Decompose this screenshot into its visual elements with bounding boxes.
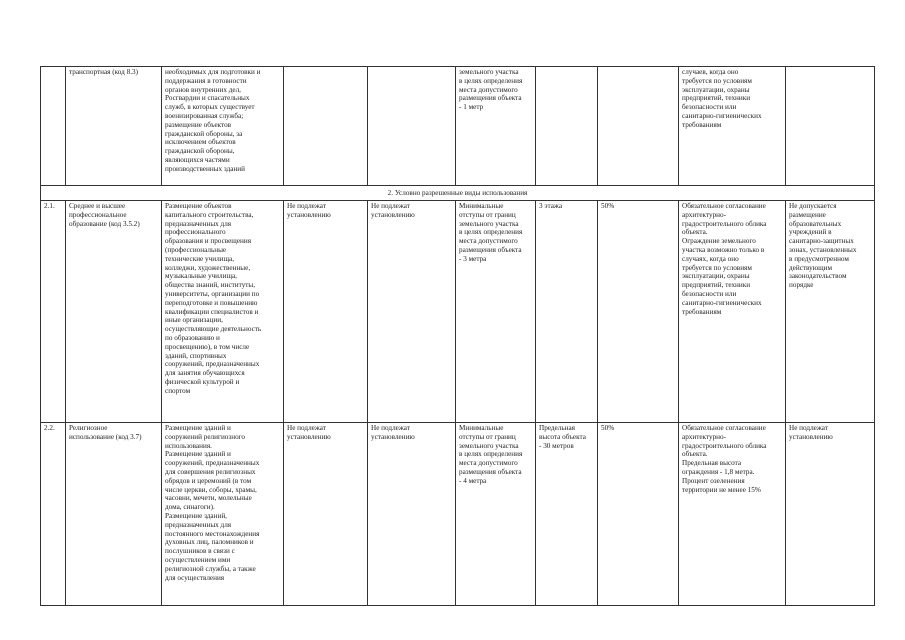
cell-text-line: размещения объекта: [459, 467, 522, 476]
cell-text-line: порядке: [789, 281, 814, 290]
cell-text-line: требованиям: [682, 307, 722, 316]
conditions-cell: [679, 423, 786, 606]
cell-text-line: профессиональное: [69, 210, 127, 219]
cell-text-line: по образованию и: [165, 333, 220, 342]
cell-text-line: производственных зданий: [165, 164, 245, 173]
use-description-cell: [162, 201, 284, 423]
use-name-cell: [66, 423, 162, 606]
cell-text-line: 50%: [601, 424, 615, 432]
floors-cell: [536, 423, 598, 606]
cell-text-line: общества знаний, институты,: [165, 281, 256, 290]
cell-text-line: постоянного местонахождения: [165, 529, 260, 538]
cell-text-line: учреждений в: [789, 228, 832, 237]
table-row: [41, 67, 875, 186]
cell-text-line: санитарно-гигиенических: [682, 111, 762, 120]
use-description-cell: [162, 67, 284, 186]
cell-text-line: места допустимого: [459, 237, 518, 246]
cell-text-line: Минимальные: [459, 202, 504, 210]
cell-text-line: требованиям: [682, 120, 722, 129]
cell-text-line: Не допускается: [789, 202, 837, 210]
regulations-table: [40, 66, 875, 606]
cell-text-line: - 3 метра: [459, 254, 487, 263]
cell-text-line: эксплуатации, охраны: [682, 272, 750, 281]
cell-text-line: обрядов и церемоний (в том: [165, 476, 252, 485]
restrictions-cell: [786, 67, 875, 186]
cell-text-line: капитального строительства,: [165, 210, 254, 219]
conditions-cell: [679, 201, 786, 423]
cell-text-line: предприятий, техники: [682, 281, 751, 290]
cell-text-line: безопасности или: [682, 103, 737, 112]
cell-text-line: колледжи, художественные,: [165, 263, 251, 272]
row-number-cell: 2.1.: [41, 201, 66, 423]
setback-cell: [456, 201, 536, 423]
cell-text-line: необходимых для подготовки и: [165, 68, 261, 76]
cell-text-line: места допустимого: [459, 85, 518, 94]
cell-text-line: гражданской обороны,: [165, 147, 235, 156]
cell-text-line: осуществлением ими: [165, 555, 231, 564]
cell-text-line: Не подлежат: [287, 424, 326, 432]
cell-text-line: высота объекта: [539, 432, 586, 441]
cell-text-line: места допустимого: [459, 459, 518, 468]
cell-text-line: Росгвардии и спасательных: [165, 94, 250, 103]
section-header-row: [41, 186, 875, 201]
cell-text-line: технические училища,: [165, 254, 235, 263]
cell-text-line: гражданской обороны, за: [165, 129, 243, 138]
cell-text-line: образование (код 3.5.2): [69, 219, 140, 228]
cell-text-line: санитарно-гигиенических: [682, 298, 762, 307]
coverage-cell: [598, 67, 679, 186]
cell-text-line: часовни, мечети, молельные: [165, 494, 252, 503]
cell-text-line: служб, в которых существует: [165, 103, 255, 112]
cell-text-line: ограждения - 1,8 метра.: [682, 467, 755, 476]
cell-text-line: военизированная служба;: [165, 111, 244, 120]
coverage-cell: [598, 423, 679, 606]
cell-text-line: размещение: [789, 210, 826, 219]
cell-text-line: участка возможно только в: [682, 245, 765, 254]
cell-text-line: безопасности или: [682, 289, 737, 298]
cell-text-line: религиозной службы, а также: [165, 564, 256, 573]
setback-cell: [456, 67, 536, 186]
cell-text-line: установлению: [371, 210, 415, 219]
cell-text-line: для осуществления: [165, 573, 225, 582]
cell-text-line: градостроительного облика: [682, 219, 767, 228]
cell-text-line: дома, синагоги).: [165, 503, 215, 512]
cell-text-line: в целях определения: [459, 228, 523, 237]
cell-text-line: градостроительного облика: [682, 441, 767, 450]
cell-text-line: Ограждение земельного: [682, 237, 756, 246]
table-row: [41, 423, 875, 606]
cell-text-line: размещения объекта: [459, 94, 522, 103]
cell-text-line: Размещение зданий и: [165, 450, 231, 459]
cell-text-line: эксплуатации, охраны: [682, 85, 750, 94]
cell-text-line: в целях определения: [459, 76, 523, 85]
cell-text-line: установлению: [287, 432, 331, 441]
use-description-cell: [162, 423, 284, 606]
cell-text-line: образования и просвещения: [165, 237, 252, 246]
cell-text-line: объекта.: [682, 450, 708, 459]
cell-text-line: - 1 метр: [459, 103, 484, 112]
cell-text-line: (профессиональные: [165, 245, 227, 254]
plot-area-cell: [284, 67, 368, 186]
floors-cell: [536, 67, 598, 186]
plot-size-cell: [368, 201, 456, 423]
cell-text-line: земельного участка: [459, 441, 519, 450]
cell-text-line: земельного участка: [459, 68, 519, 76]
cell-text-line: требуется по условиям: [682, 76, 752, 85]
cell-text-line: 50%: [601, 202, 615, 210]
cell-text-line: случаев, когда оно: [682, 68, 739, 76]
cell-text-line: осуществляющие деятельность: [165, 325, 262, 334]
cell-text-line: исключением объектов: [165, 138, 236, 147]
cell-text-line: земельного участка: [459, 219, 519, 228]
cell-text-line: размещение объектов: [165, 120, 232, 129]
row-number-cell: [41, 67, 66, 186]
table-row: [41, 201, 875, 423]
regulations-table-body: [41, 67, 875, 606]
cell-text-line: Обязательное согласование: [682, 202, 766, 210]
cell-text-line: иные организации,: [165, 316, 223, 325]
cell-text-line: для совершения религиозных: [165, 467, 256, 476]
cell-text-line: Предельная высота: [682, 459, 742, 468]
cell-text-line: профессионального: [165, 228, 226, 237]
cell-text-line: предназначенных для: [165, 219, 232, 228]
cell-text-line: сооружений, предназначенных: [165, 360, 260, 369]
cell-text-line: установлению: [371, 432, 415, 441]
cell-text-line: просвещению), в том числе: [165, 342, 250, 351]
cell-text-line: в целях определения: [459, 450, 523, 459]
cell-text-line: Размещение объектов: [165, 202, 232, 210]
cell-text-line: университеты, организации по: [165, 289, 260, 298]
restrictions-cell: [786, 423, 875, 606]
cell-text-line: установлению: [789, 432, 833, 441]
cell-text-line: использования.: [165, 441, 212, 450]
plot-area-cell: [284, 201, 368, 423]
cell-text-line: образовательных: [789, 219, 842, 228]
cell-text-line: Процент озеленения: [682, 476, 745, 485]
cell-text-line: Не подлежат: [789, 424, 828, 432]
cell-text-line: сооружений, предназначенных: [165, 459, 260, 468]
cell-text-line: Не подлежат: [371, 424, 410, 432]
cell-text-line: 3 этажа: [539, 202, 563, 210]
use-name-cell: [66, 67, 162, 186]
plot-size-cell: [368, 423, 456, 606]
cell-text-line: архитектурно-: [682, 432, 727, 441]
cell-text-line: транспортная (код 8.3): [69, 68, 139, 76]
section-title: 2. Условно разрешенные виды использования: [41, 186, 875, 201]
cell-text-line: Не подлежат: [287, 202, 326, 210]
cell-text-line: Размещение зданий,: [165, 511, 227, 520]
cell-text-line: физической культурой и: [165, 377, 240, 386]
cell-text-line: спортом: [165, 386, 191, 395]
cell-text-line: для занятия обучающихся: [165, 369, 245, 378]
cell-text-line: поддержания в готовности: [165, 76, 247, 85]
cell-text-line: законодательством: [789, 272, 847, 281]
cell-text-line: - 30 метров: [539, 441, 574, 450]
cell-text-line: числе церкви, соборы, храмы,: [165, 485, 257, 494]
cell-text-line: действующим: [789, 263, 833, 272]
cell-text-line: предназначенных для: [165, 520, 232, 529]
cell-text-line: являющихся частями: [165, 155, 230, 164]
cell-text-line: - 4 метра: [459, 476, 487, 485]
cell-text-line: отступы от границ: [459, 432, 516, 441]
cell-text-line: требуется по условиям: [682, 263, 752, 272]
setback-cell: [456, 423, 536, 606]
cell-text-line: предприятий, техники: [682, 94, 751, 103]
cell-text-line: в предусмотренном: [789, 254, 849, 263]
cell-text-line: переподготовке и повышению: [165, 298, 258, 307]
cell-text-line: квалификации специалистов и: [165, 307, 259, 316]
cell-text-line: санитарно-защитных: [789, 237, 854, 246]
cell-text-line: Не подлежат: [371, 202, 410, 210]
cell-text-line: Минимальные: [459, 424, 504, 432]
restrictions-cell: [786, 201, 875, 423]
cell-text-line: Предельная: [539, 424, 575, 432]
cell-text-line: Религиозное: [69, 424, 108, 432]
cell-text-line: случаях, когда оно: [682, 254, 739, 263]
cell-text-line: архитектурно-: [682, 210, 727, 219]
cell-text-line: Среднее и высшее: [69, 202, 126, 210]
cell-text-line: зонах, установленных: [789, 245, 857, 254]
cell-text-line: музыкальные училища,: [165, 272, 237, 281]
cell-text-line: установлению: [287, 210, 331, 219]
cell-text-line: Размещение зданий и: [165, 424, 231, 432]
cell-text-line: территории не менее 15%: [682, 485, 761, 494]
cell-text-line: размещения объекта: [459, 245, 522, 254]
cell-text-line: объекта.: [682, 228, 708, 237]
cell-text-line: использование (код 3.7): [69, 432, 142, 441]
conditions-cell: [679, 67, 786, 186]
row-number-cell: 2.2.: [41, 423, 66, 606]
cell-text-line: Обязательное согласование: [682, 424, 766, 432]
cell-text-line: сооружений религиозного: [165, 432, 246, 441]
cell-text-line: духовных лиц, паломников и: [165, 538, 254, 547]
coverage-cell: [598, 201, 679, 423]
cell-text-line: послушников в связи с: [165, 547, 235, 556]
floors-cell: [536, 201, 598, 423]
cell-text-line: отступы от границ: [459, 210, 516, 219]
cell-text-line: зданий, спортивных: [165, 351, 227, 360]
use-name-cell: [66, 201, 162, 423]
plot-area-cell: [284, 423, 368, 606]
cell-text-line: органов внутренних дел,: [165, 85, 241, 94]
plot-size-cell: [368, 67, 456, 186]
